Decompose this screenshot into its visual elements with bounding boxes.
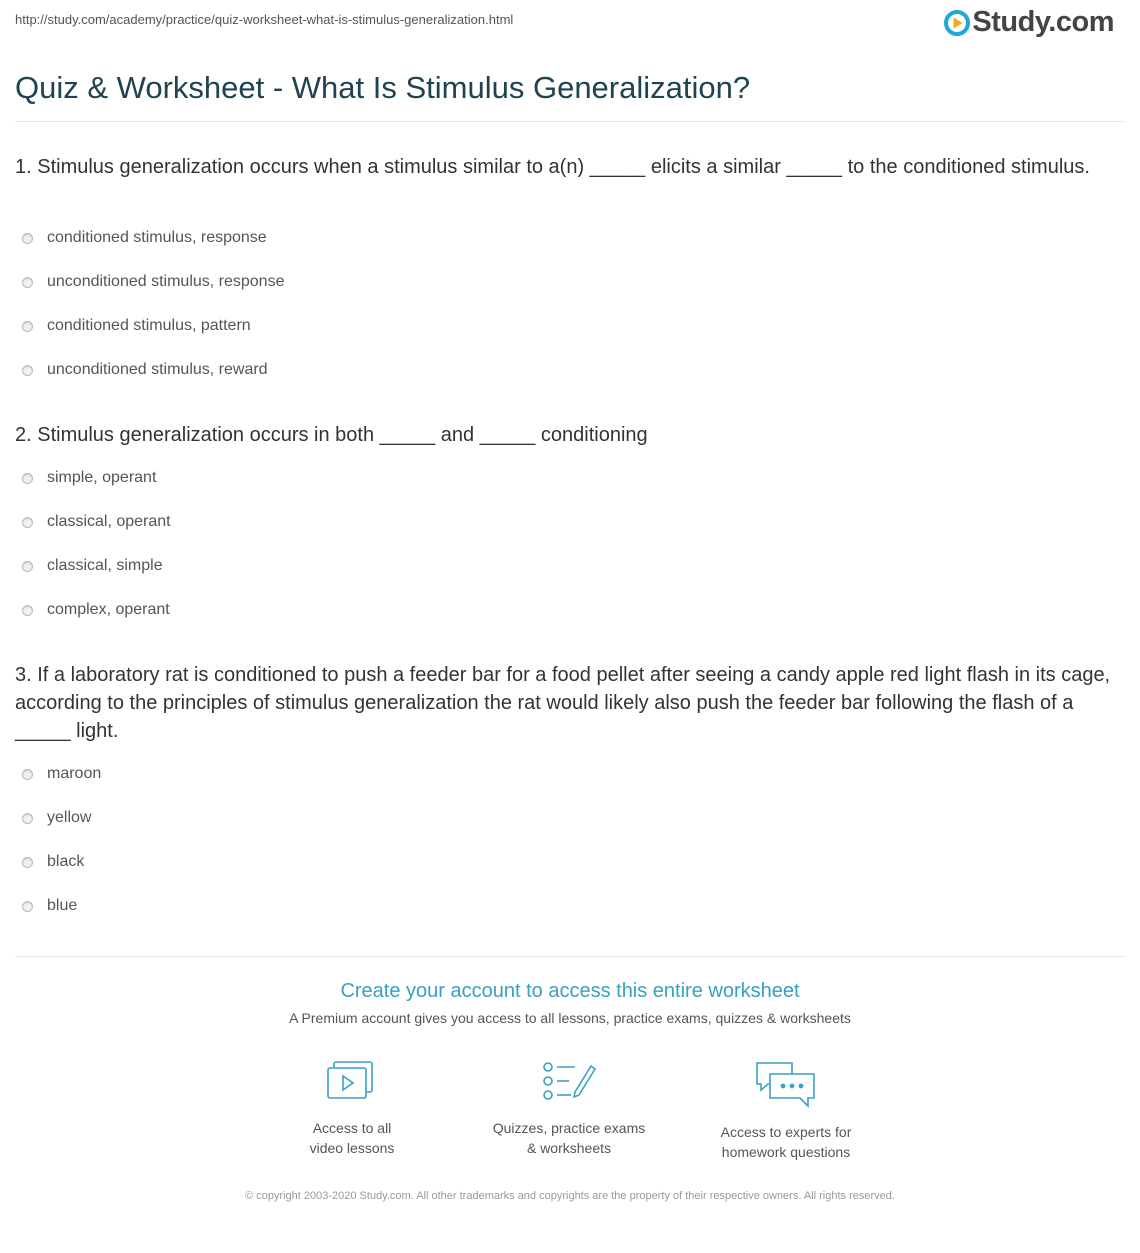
page-title: Quiz & Worksheet - What Is Stimulus Generalization? bbox=[15, 70, 751, 105]
option-label: unconditioned stimulus, reward bbox=[47, 361, 268, 378]
video-lessons-icon bbox=[324, 1060, 380, 1106]
question-2: 2. Stimulus generalization occurs in both _____ and _____ conditioning bbox=[15, 424, 648, 446]
radio-button[interactable] bbox=[22, 605, 33, 616]
radio-button[interactable] bbox=[22, 321, 33, 332]
radio-button[interactable] bbox=[22, 277, 33, 288]
question-1: 1. Stimulus generalization occurs when a stimulus similar to a(n) _____ elicits a similar _____ to the conditioned stimulus. bbox=[15, 156, 1090, 178]
option-label: classical, operant bbox=[47, 513, 171, 530]
radio-button[interactable] bbox=[22, 561, 33, 572]
radio-button[interactable] bbox=[22, 813, 33, 824]
option-label: unconditioned stimulus, response bbox=[47, 273, 285, 290]
feature-line-2: video lessons bbox=[309, 1140, 395, 1156]
radio-button[interactable] bbox=[22, 473, 33, 484]
radio-button[interactable] bbox=[22, 233, 33, 244]
feature-quizzes bbox=[479, 1060, 659, 1158]
feature-line-1: Quizzes, practice exams bbox=[492, 1120, 646, 1136]
cta-divider bbox=[15, 956, 1125, 957]
question-3: 3. If a laboratory rat is conditioned to push a feeder bar for a food pellet after seeing a candy apple red light flash in its cage, according to the principles of stimulus generalization the rat would likely also push the feeder bar following the flash of a _____ light. bbox=[15, 664, 1111, 742]
option-label: complex, operant bbox=[47, 601, 170, 618]
option-label: maroon bbox=[47, 765, 102, 782]
play-circle-icon bbox=[944, 10, 970, 36]
option-label: simple, operant bbox=[47, 469, 157, 486]
feature-line-2: & worksheets bbox=[526, 1140, 612, 1156]
study-logo[interactable] bbox=[944, 6, 1114, 39]
question-2-option-4[interactable] bbox=[22, 600, 170, 620]
option-label: black bbox=[47, 853, 85, 870]
feature-line-2: homework questions bbox=[721, 1144, 851, 1160]
copyright-footer: © copyright 2003-2020 Study.com. All other trademarks and copyrights are the property of their respective owners. All rights reserved. bbox=[245, 1190, 895, 1202]
quiz-checklist-icon bbox=[541, 1060, 597, 1106]
question-2-option-3[interactable] bbox=[22, 556, 163, 576]
option-label: conditioned stimulus, pattern bbox=[47, 317, 251, 334]
radio-button[interactable] bbox=[22, 769, 33, 780]
feature-video-lessons bbox=[262, 1060, 442, 1158]
radio-button[interactable] bbox=[22, 365, 33, 376]
feature-line-1: Access to all bbox=[312, 1120, 392, 1136]
question-1-option-2[interactable] bbox=[22, 272, 284, 292]
chat-bubbles-icon bbox=[754, 1060, 818, 1110]
radio-button[interactable] bbox=[22, 901, 33, 912]
title-divider bbox=[15, 121, 1125, 122]
option-label: yellow bbox=[47, 809, 92, 826]
create-account-link[interactable]: Create your account to access this entire worksheet bbox=[340, 980, 800, 1002]
question-3-option-2[interactable] bbox=[22, 808, 91, 828]
option-label: conditioned stimulus, response bbox=[47, 229, 267, 246]
option-label: blue bbox=[47, 897, 78, 914]
option-label: classical, simple bbox=[47, 557, 163, 574]
feature-line-1: Access to experts for bbox=[720, 1124, 852, 1140]
feature-experts bbox=[696, 1060, 876, 1162]
question-2-option-1[interactable] bbox=[22, 468, 156, 488]
question-3-option-4[interactable] bbox=[22, 896, 77, 916]
radio-button[interactable] bbox=[22, 857, 33, 868]
logo-text: Study.com bbox=[972, 6, 1114, 38]
page-url[interactable]: http://study.com/academy/practice/quiz-worksheet-what-is-stimulus-generalization.html bbox=[15, 12, 514, 27]
radio-button[interactable] bbox=[22, 517, 33, 528]
question-1-option-4[interactable] bbox=[22, 360, 268, 380]
question-3-option-3[interactable] bbox=[22, 852, 84, 872]
top-bar bbox=[0, 0, 1140, 50]
question-1-option-1[interactable] bbox=[22, 228, 267, 248]
cta-subtitle: A Premium account gives you access to all lessons, practice exams, quizzes & worksheets bbox=[289, 1010, 851, 1026]
question-3-option-1[interactable] bbox=[22, 764, 101, 784]
question-1-option-3[interactable] bbox=[22, 316, 251, 336]
question-2-option-2[interactable] bbox=[22, 512, 171, 532]
